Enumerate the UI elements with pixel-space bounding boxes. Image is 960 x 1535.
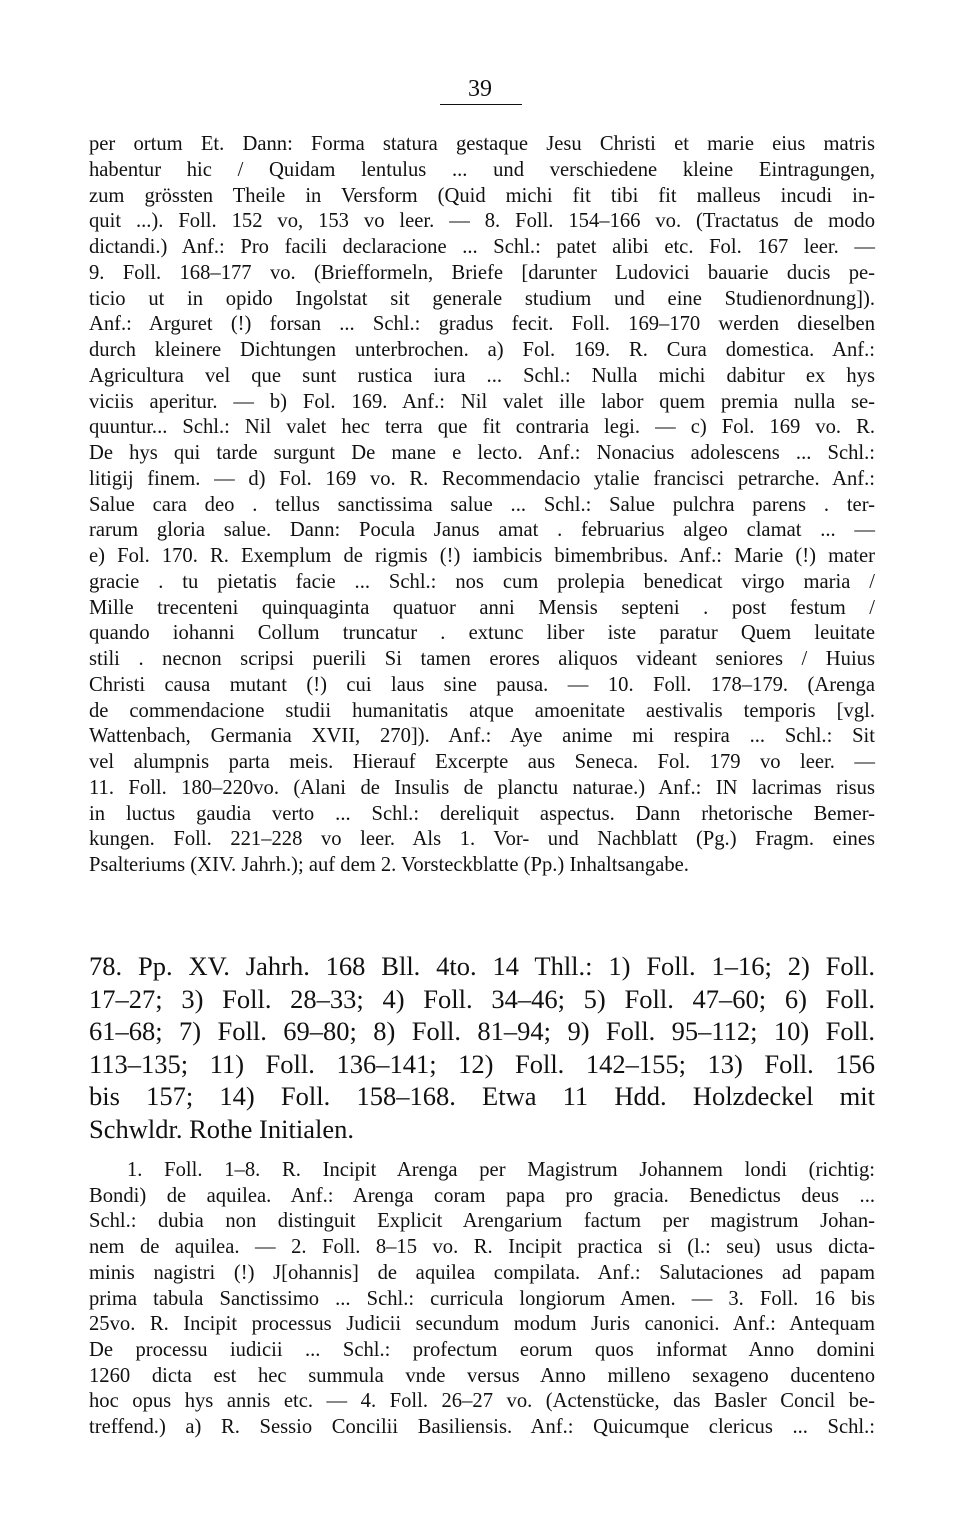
text-line: prima tabula Sanctissimo ... Schl.: curricula longiorum Amen. — 3. Foll. 16 bis	[89, 1287, 875, 1310]
text-line: zum grössten Theile in Versform (Quid michi fit tibi fit malleus incudi in-	[89, 184, 875, 207]
text-line: 11. Foll. 180–220vo. (Alani de Insulis de planctu naturae.) Anf.: IN lacrimas risus	[89, 776, 875, 799]
text-line: hoc opus hys annis etc. — 4. Foll. 26–27 vo. (Actenstücke, das Basler Concil be-	[89, 1390, 875, 1413]
text-line: 113–135; 11) Foll. 136–141; 12) Foll. 142–155; 13) Foll. 156	[89, 1048, 875, 1079]
text-line: quit ...). Foll. 152 vo, 153 vo leer. — 8. Foll. 154–166 vo. (Tractatus de modo	[89, 210, 875, 233]
text-line: Anf.: Arguret (!) forsan ... Schl.: gradus fecit. Foll. 169–170 werden dieselben	[89, 313, 875, 336]
text-line: Bondi) de aquilea. Anf.: Arenga coram papa pro gracia. Benedictus deus ...	[89, 1184, 875, 1207]
text-line: durch kleinere Dichtungen unterbrochen. a) Fol. 169. R. Cura domestica. Anf.:	[89, 339, 875, 361]
text-line: kungen. Foll. 221–228 vo leer. Als 1. Vor- und Nachblatt (Pg.) Fragm. eines	[89, 828, 875, 851]
text-line: Christi causa mutant (!) cui laus sine pausa. — 10. Foll. 178–179. (Arenga	[89, 673, 875, 696]
text-line: nem de aquilea. — 2. Foll. 8–15 vo. R. Incipit practica si (l.: seu) usus dicta-	[89, 1236, 875, 1259]
text-line: viciis aperitur. — b) Fol. 169. Anf.: Nil valet ille labor quem premia nulla se-	[89, 390, 875, 413]
entry-77-continuation	[89, 132, 875, 879]
page-number-rule	[440, 104, 522, 105]
text-line: De processu iudicii ... Schl.: profectum eorum quos informat Anno domini	[89, 1338, 875, 1361]
text-line: Salue cara deo . tellus sanctissima salue ... Schl.: Salue pulchra parens . ter-	[89, 493, 875, 516]
text-line: de commendacione studii humanitatis atque amoenitate aestivalis temporis [vgl.	[89, 699, 875, 722]
text-line: litigij finem. — d) Fol. 169 vo. R. Recommendacio ytalie francisci petrarche. Anf.:	[89, 467, 875, 490]
text-line: ticio ut in opido Ingolstat sit generale studium und eine Studienordnung]).	[89, 287, 875, 310]
page-number: 39	[468, 76, 492, 102]
text-line: minis nagistri (!) J[ohannis] de aquilea compilata. Anf.: Salutaciones ad papam	[89, 1261, 875, 1284]
text-line: quuntur... Schl.: Nil valet hec terra que fit contraria legi. — c) Fol. 169 vo. R.	[89, 416, 875, 439]
text-line: 1260 dicta est hec summula vnde versus Anno milleno sexageno ducenteno	[89, 1364, 875, 1387]
text-line: Mille trecenteni quinquaginta quatuor anni Mensis septeni . post festum /	[89, 596, 875, 619]
text-line: Schwldr. Rothe Initialen.	[89, 1113, 354, 1144]
text-line: habentur hic / Quidam lentulus ... und verschiedene kleine Eintragungen,	[89, 158, 875, 181]
text-line: per ortum Et. Dann: Forma statura gestaque Jesu Christi et marie eius matris	[89, 133, 875, 155]
text-line: bis 157; 14) Foll. 158–168. Etwa 11 Hdd. Holzdeckel mit	[89, 1081, 875, 1112]
text-line: treffend.) a) R. Sessio Concilii Basiliensis. Anf.: Quicumque clericus ... Schl.:	[89, 1416, 875, 1439]
text-line: quando iohanni Collum truncatur . extunc liber iste paratur Quem leuitate	[89, 622, 875, 645]
text-line: Agricultura vel que sunt rustica iura ... Schl.: Nulla michi dabitur ex hys	[89, 364, 875, 387]
text-line: in luctus gaudia verto ... Schl.: dereliquit aspectus. Dann rhetorische Bemer-	[89, 802, 875, 825]
text-line: vel alumpnis parta meis. Hierauf Excerpte aus Seneca. Fol. 179 vo leer. —	[89, 751, 875, 773]
text-line: gracie . tu pietatis facie ... Schl.: nos cum prolepia benedicat virgo maria /	[89, 570, 875, 593]
text-line: e) Fol. 170. R. Exemplum de rigmis (!) iambicis bimembribus. Anf.: Marie (!) mater	[89, 545, 875, 567]
text-line: 9. Foll. 168–177 vo. (Briefformeln, Briefe [darunter Ludovici bauarie ducis pe-	[89, 261, 875, 284]
text-line: 78. Pp. XV. Jahrh. 168 Bll. 4to. 14 Thll.: 1) Foll. 1–16; 2) Foll.	[89, 951, 875, 981]
text-line: Wattenbach, Germania XVII, 270]). Anf.: Aye anime mi respira ... Schl.: Sit	[89, 725, 875, 748]
entry-78-contents	[89, 1158, 875, 1441]
text-line: Schl.: dubia non distinguit Explicit Arengarium factum per magistrum Johan-	[89, 1210, 875, 1233]
text-line: stili . necnon scripsi puerili Si tamen erores aliquos videant seniores / Huius	[89, 648, 875, 670]
text-line: 1. Foll. 1–8. R. Incipit Arenga per Magistrum Johannem londi (richtig:	[127, 1159, 875, 1181]
text-line: De hys qui tarde surgunt De mane e lecto. Anf.: Nonacius adolescens ... Schl.:	[89, 442, 875, 464]
text-line: 17–27; 3) Foll. 28–33; 4) Foll. 34–46; 5) Foll. 47–60; 6) Foll.	[89, 983, 875, 1014]
text-line: rarum gloria salue. Dann: Pocula Janus amat . februarius algeo clamat ... —	[89, 519, 875, 542]
text-line: dictandi.) Anf.: Pro facili declaracione ... Schl.: patet alibi etc. Fol. 167 leer. —	[89, 236, 875, 258]
text-line: Psalteriums (XIV. Jahrh.); auf dem 2. Vorsteckblatte (Pp.) Inhaltsangabe.	[89, 854, 689, 876]
entry-78-header	[89, 950, 875, 1146]
text-line: 25vo. R. Incipit processus Judicii secundum modum Juris canonici. Anf.: Antequam	[89, 1313, 875, 1336]
text-line: 61–68; 7) Foll. 69–80; 8) Foll. 81–94; 9) Foll. 95–112; 10) Foll.	[89, 1016, 875, 1047]
